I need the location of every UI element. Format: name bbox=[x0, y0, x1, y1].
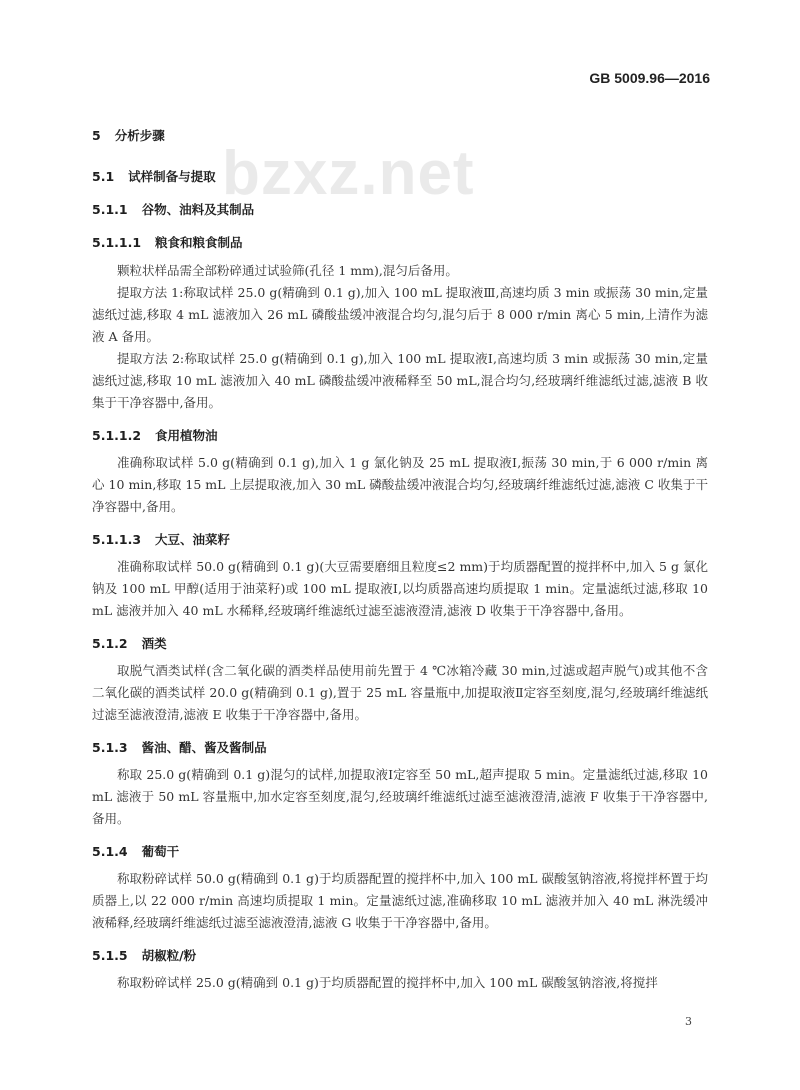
section-title: 大豆、油菜籽 bbox=[155, 532, 231, 547]
section-number: 5.1.1 bbox=[92, 202, 128, 217]
section-heading bbox=[92, 946, 708, 964]
section-title: 胡椒粒/粉 bbox=[141, 948, 197, 963]
section-number: 5.1.4 bbox=[92, 844, 128, 859]
paragraph: 准确称取试样 5.0 g(精确到 0.1 g),加入 1 g 氯化钠及 25 mL 提取液Ⅰ,振荡 30 min,于 6 000 r/min 离心 10 min,移取 15 mL 上层提取液,加入 30 mL 磷酸盐缓冲液混合均匀,经玻璃纤维滤纸过滤,滤液 C 收集于干净容器中,备用。 bbox=[92, 455, 708, 514]
paragraph: 称取粉碎试样 25.0 g(精确到 0.1 g)于均质器配置的搅拌杯中,加入 100 mL 碳酸氢钠溶液,将搅拌 bbox=[117, 975, 658, 990]
section-number: 5.1 bbox=[92, 169, 115, 184]
section-heading bbox=[92, 634, 708, 652]
section-number: 5.1.1.2 bbox=[92, 428, 142, 443]
paragraph: 称取 25.0 g(精确到 0.1 g)混匀的试样,加提取液Ⅰ定容至 50 mL,超声提取 5 min。定量滤纸过滤,移取 10 mL 滤液于 50 mL 容量瓶中,加水定容至刻度,混匀,经玻璃纤维滤纸过滤至滤液澄清,滤液 F 收集于干净容器中,备用。 bbox=[92, 767, 708, 826]
section-heading bbox=[92, 200, 708, 218]
section-number: 5 bbox=[92, 128, 101, 143]
section-heading bbox=[92, 233, 708, 251]
section-heading bbox=[92, 167, 708, 185]
paragraph: 提取方法 1:称取试样 25.0 g(精确到 0.1 g),加入 100 mL 提取液Ⅲ,高速均质 3 min 或振荡 30 min,定量滤纸过滤,移取 4 mL 滤液加入 26 mL 磷酸盐缓冲液混合均匀,混匀后于 8 000 r/min 离心 5 min,上清作为滤液 A 备用。 bbox=[92, 285, 708, 344]
section-heading bbox=[92, 842, 708, 860]
section-title: 酒类 bbox=[141, 636, 167, 651]
watermark: bzxz.net bbox=[222, 139, 475, 208]
section-title: 酱油、醋、酱及酱制品 bbox=[141, 740, 267, 755]
section-number: 5.1.1.1 bbox=[92, 235, 142, 250]
section-title: 葡萄干 bbox=[141, 844, 180, 859]
paragraph: 取脱气酒类试样(含二氧化碳的酒类样品使用前先置于 4 ℃冰箱冷藏 30 min,过滤或超声脱气)或其他不含二氧化碳的酒类试样 20.0 g(精确到 0.1 g),置于 25 mL 容量瓶中,加提取液Ⅱ定容至刻度,混匀,经玻璃纤维滤纸过滤至滤液澄清,滤液 E 收集于干净容器中,备用。 bbox=[92, 663, 708, 722]
section-number: 5.1.2 bbox=[92, 636, 128, 651]
section-number: 5.1.1.3 bbox=[92, 532, 142, 547]
section-heading bbox=[92, 530, 708, 548]
section-title: 谷物、油料及其制品 bbox=[141, 202, 255, 217]
section-title: 分析步骤 bbox=[114, 128, 165, 143]
paragraph: 颗粒状样品需全部粉碎通过试验筛(孔径 1 mm),混匀后备用。 bbox=[117, 263, 458, 278]
section-heading bbox=[92, 126, 708, 144]
page-number: 3 bbox=[685, 1015, 692, 1028]
document-code: GB 5009.96—2016 bbox=[589, 70, 710, 86]
section-number: 5.1.3 bbox=[92, 740, 128, 755]
section-title: 试样制备与提取 bbox=[128, 169, 216, 184]
section-title: 粮食和粮食制品 bbox=[155, 235, 243, 250]
section-number: 5.1.5 bbox=[92, 948, 128, 963]
paragraph: 准确称取试样 50.0 g(精确到 0.1 g)(大豆需要磨细且粒度≤2 mm)于均质器配置的搅拌杯中,加入 5 g 氯化钠及 100 mL 甲醇(适用于油菜籽)或 100 mL 提取液Ⅰ,以均质器高速均质提取 1 min。定量滤纸过滤,移取 10 mL 滤液并加入 40 mL 水稀释,经玻璃纤维滤纸过滤至滤液澄清,滤液 D 收集于干净容器中,备用。 bbox=[92, 559, 708, 618]
section-title: 食用植物油 bbox=[155, 428, 218, 443]
section-heading bbox=[92, 426, 708, 444]
paragraph: 提取方法 2:称取试样 25.0 g(精确到 0.1 g),加入 100 mL 提取液Ⅰ,高速均质 3 min 或振荡 30 min,定量滤纸过滤,移取 10 mL 滤液加入 40 mL 磷酸盐缓冲液稀释至 50 mL,混合均匀,经玻璃纤维滤纸过滤,滤液 B 收集于干净容器中,备用。 bbox=[92, 351, 708, 410]
section-heading bbox=[92, 738, 708, 756]
paragraph: 称取粉碎试样 50.0 g(精确到 0.1 g)于均质器配置的搅拌杯中,加入 100 mL 碳酸氢钠溶液,将搅拌杯置于均质器上,以 22 000 r/min 高速均质提取 1 min。定量滤纸过滤,准确移取 10 mL 滤液并加入 40 mL 淋洗缓冲液稀释,经玻璃纤维滤纸过滤至滤液澄清,滤液 G 收集于干净容器中,备用。 bbox=[92, 871, 708, 930]
document-body bbox=[92, 126, 708, 994]
